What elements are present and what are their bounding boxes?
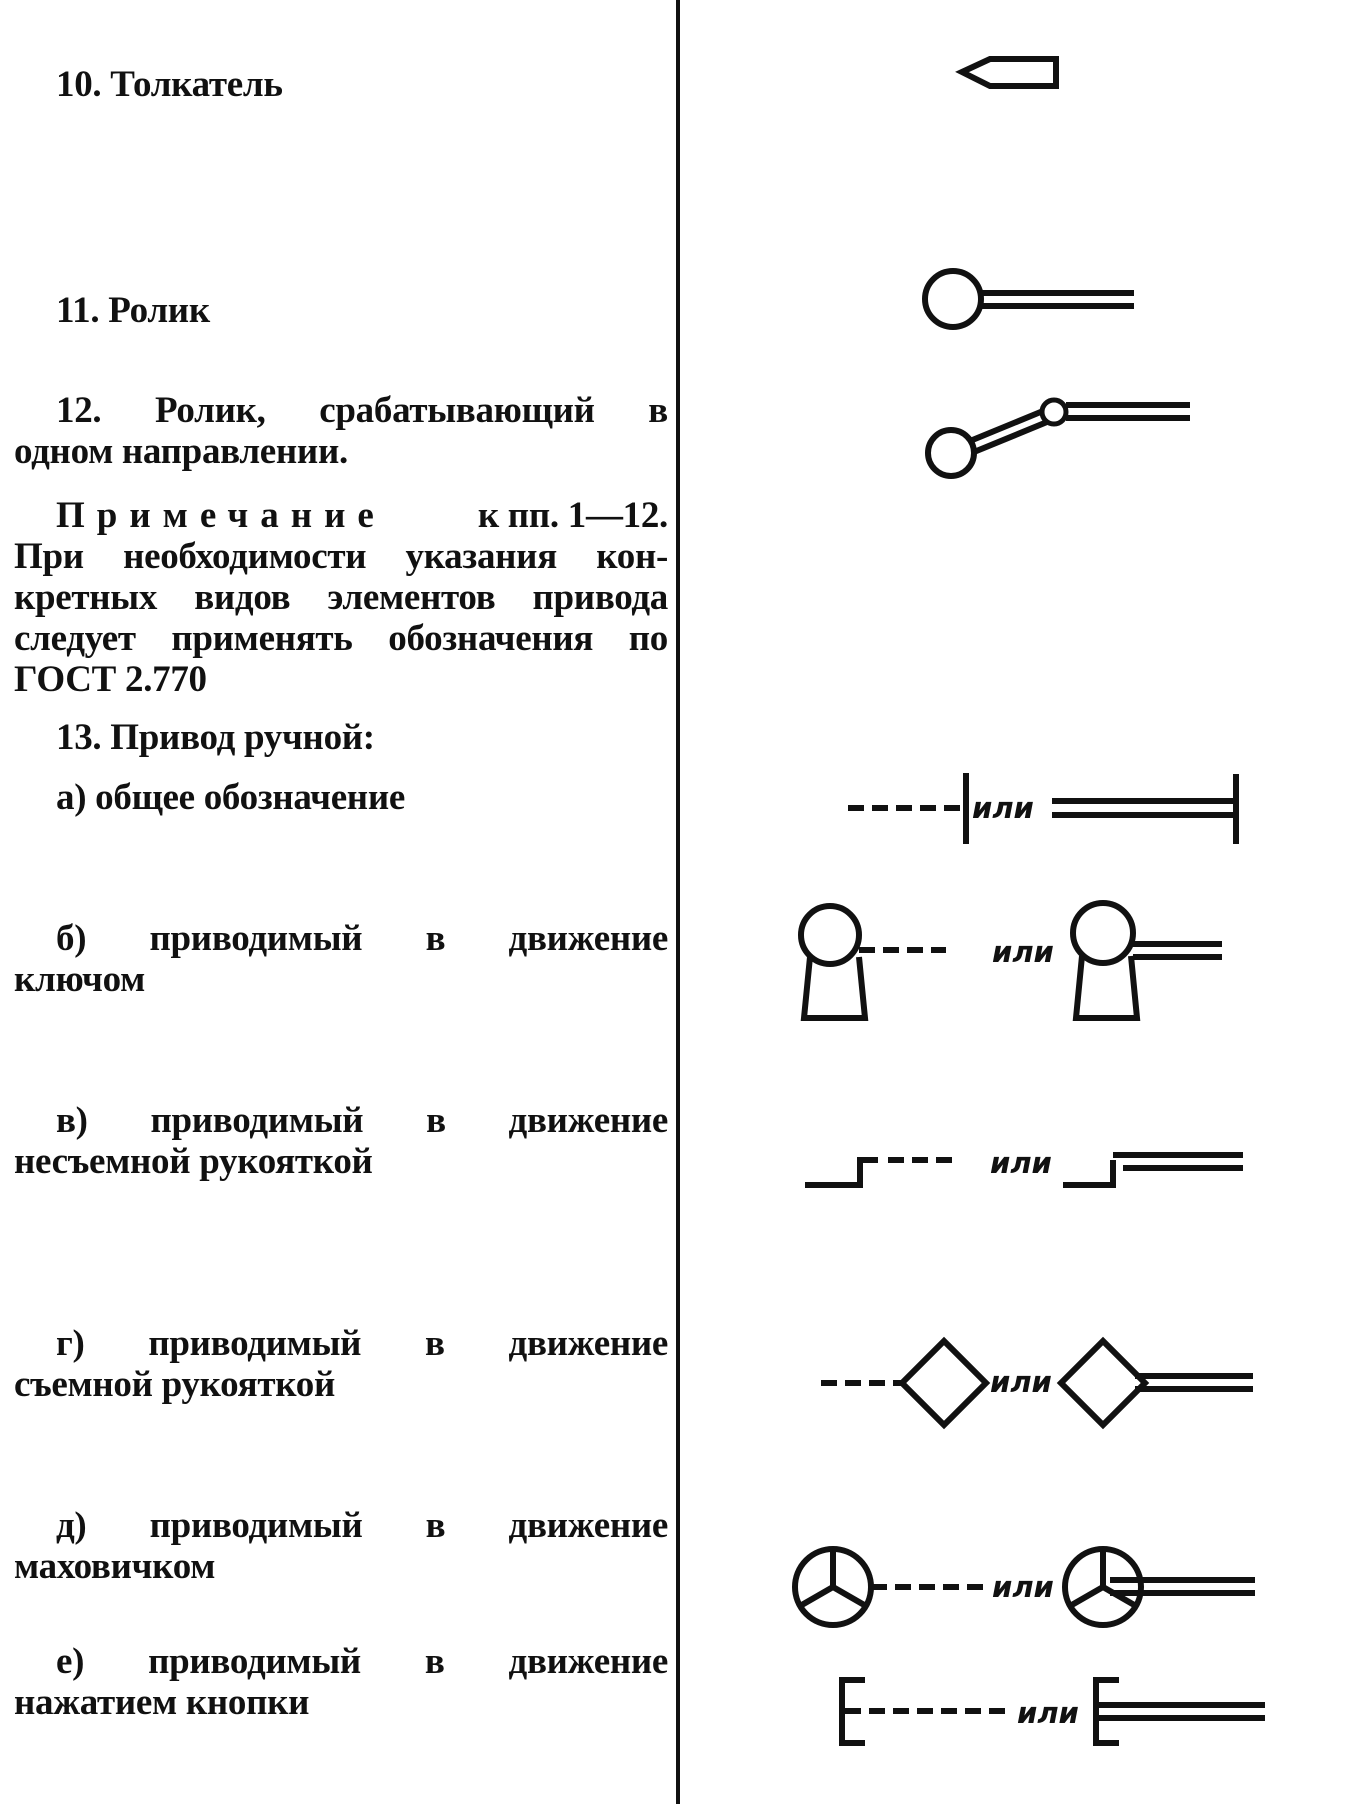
item-11-label: 11. Ролик [56, 290, 210, 331]
or-label-13d: или [992, 1570, 1054, 1604]
or-label-13v: или [990, 1146, 1052, 1180]
roller-symbol [925, 271, 1134, 327]
or-label-13g: или [990, 1365, 1052, 1399]
item-12-line2: одном направлении. [14, 431, 348, 472]
note-heading-ref: к пп. 1—12. [477, 495, 668, 536]
item-13v-line1: в) приводимый в движение [56, 1100, 668, 1141]
or-label-13e: или [1017, 1696, 1079, 1730]
item-13v-line2: несъемной рукояткой [14, 1141, 373, 1182]
note-heading-word: Примечание [56, 495, 386, 536]
manual-drive-general-symbol [848, 773, 1236, 844]
item-13-label: 13. Привод ручной: [56, 717, 375, 758]
or-label-13a: или [972, 791, 1034, 825]
note-line5: ГОСТ 2.770 [14, 659, 207, 700]
or-label-13b: или [992, 935, 1054, 969]
item-10-label: 10. Толкатель [56, 64, 283, 105]
note-line2: При необходимости указания кон- [14, 536, 668, 577]
item-13d-line2: маховичком [14, 1546, 216, 1587]
item-13b-line1: б) приводимый в движение [56, 918, 668, 959]
item-13a-label: а) общее обозначение [56, 777, 405, 818]
note-line3: кретных видов элементов привода [14, 577, 668, 618]
item-13g-line1: г) приводимый в движение [56, 1323, 668, 1364]
item-13d-line1: д) приводимый в движение [56, 1505, 668, 1546]
pusher-symbol [962, 59, 1056, 86]
item-12-line1: 12. Ролик, срабатывающий в [56, 390, 668, 431]
item-13b-line2: ключом [14, 959, 146, 1000]
item-13e-line2: нажатием кнопки [14, 1682, 310, 1723]
note-line4: следует применять обозначения по [14, 618, 668, 659]
item-13e-line1: е) приводимый в движение [56, 1641, 668, 1682]
one-way-roller-symbol [928, 400, 1190, 476]
item-13g-line2: съемной рукояткой [14, 1364, 335, 1405]
